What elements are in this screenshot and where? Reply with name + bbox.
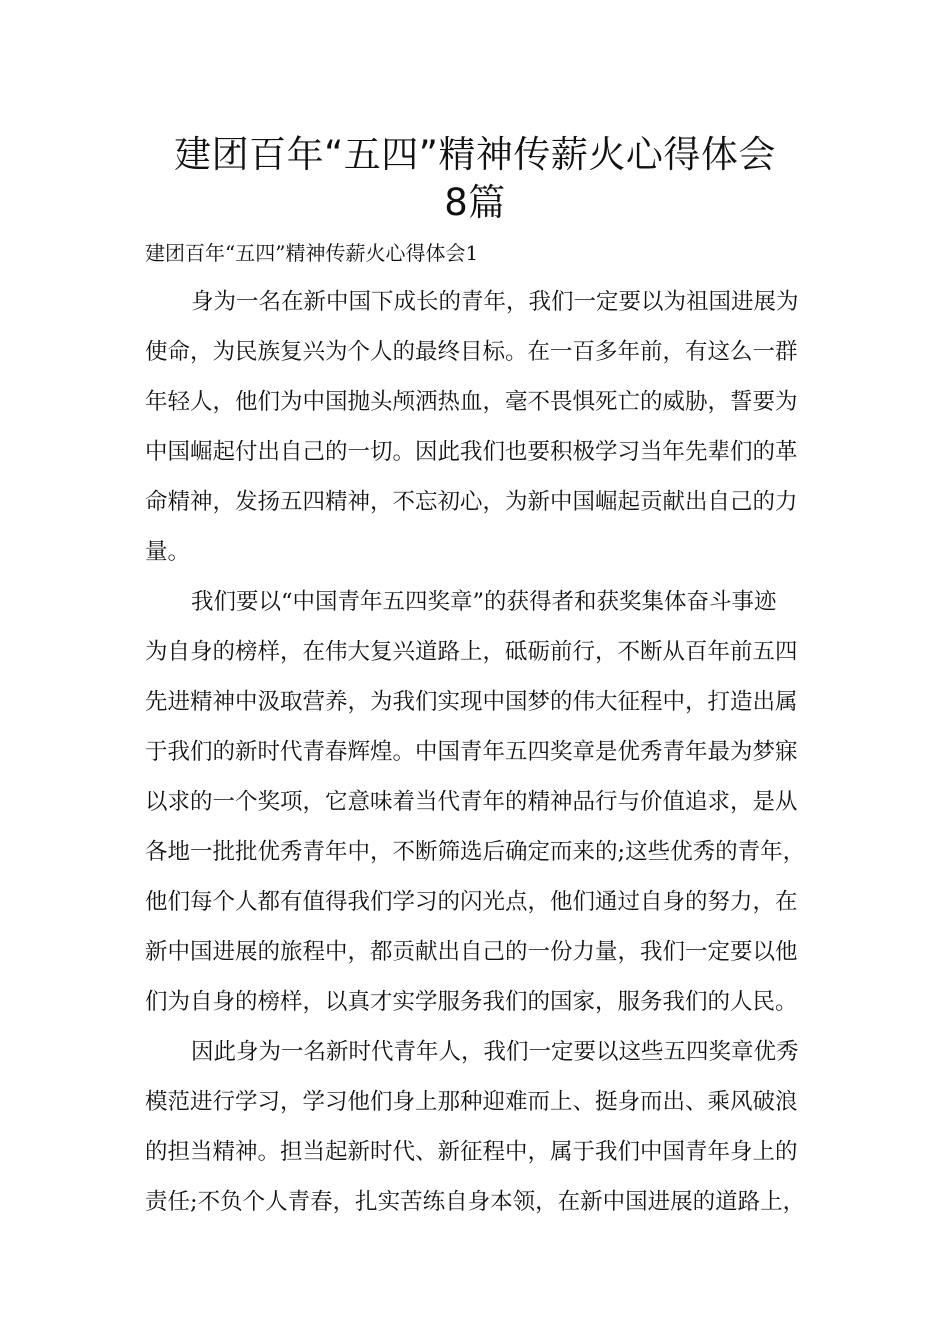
paragraph-line: 身为一名在新中国下成长的青年，我们一定要以为祖国进展为 (191, 289, 799, 315)
paragraph-line: 命精神，发扬五四精神，不忘初心，为新中国崛起贡献出自己的力 (145, 489, 798, 515)
paragraph-line: 因此身为一名新时代青年人，我们一定要以这些五四奖章优秀 (191, 1039, 799, 1065)
paragraph-line: 先进精神中汲取营养，为我们实现中国梦的伟大征程中，打造出属 (145, 689, 798, 715)
document-title-line-1: 建团百年“五四”精神传薪火心得体会 (174, 133, 776, 176)
paragraph-line: 责任;不负个人青春，扎实苦练自身本领，在新中国进展的道路上， (145, 1189, 806, 1215)
paragraph-line: 新中国进展的旅程中，都贡献出自己的一份力量，我们一定要以他 (145, 939, 798, 965)
paragraph-line: 于我们的新时代青春辉煌。中国青年五四奖章是优秀青年最为梦寐 (145, 739, 798, 765)
paragraph-line: 使命，为民族复兴为个人的最终目标。在一百多年前，有这么一群 (145, 339, 798, 365)
paragraph-line: 量。 (145, 539, 191, 565)
paragraph-line: 我们要以“中国青年五四奖章”的获得者和获奖集体奋斗事迹 (191, 589, 777, 615)
paragraph-line: 中国崛起付出自己的一切。因此我们也要积极学习当年先辈们的革 (145, 439, 798, 465)
paragraph-line: 们为自身的榜样，以真才实学服务我们的国家，服务我们的人民。 (145, 989, 798, 1015)
paragraph-line: 的担当精神。担当起新时代、新征程中，属于我们中国青年身上的 (145, 1139, 798, 1165)
section-heading: 建团百年“五四”精神传薪火心得体会1 (145, 241, 479, 265)
document-title-line-2: 8篇 (444, 181, 506, 224)
paragraph-line: 他们每个人都有值得我们学习的闪光点，他们通过自身的努力，在 (145, 889, 798, 915)
paragraph-line: 模范进行学习，学习他们身上那种迎难而上、挺身而出、乘风破浪 (145, 1089, 798, 1115)
paragraph-line: 以求的一个奖项，它意味着当代青年的精神品行与价值追求，是从 (145, 789, 798, 815)
paragraph-line: 为自身的榜样，在伟大复兴道路上，砥砺前行，不断从百年前五四 (145, 639, 798, 665)
paragraph-line: 年轻人，他们为中国抛头颅洒热血，毫不畏惧死亡的威胁，誓要为 (145, 389, 798, 415)
paragraph-line: 各地一批批优秀青年中，不断筛选后确定而来的;这些优秀的青年， (145, 839, 806, 865)
